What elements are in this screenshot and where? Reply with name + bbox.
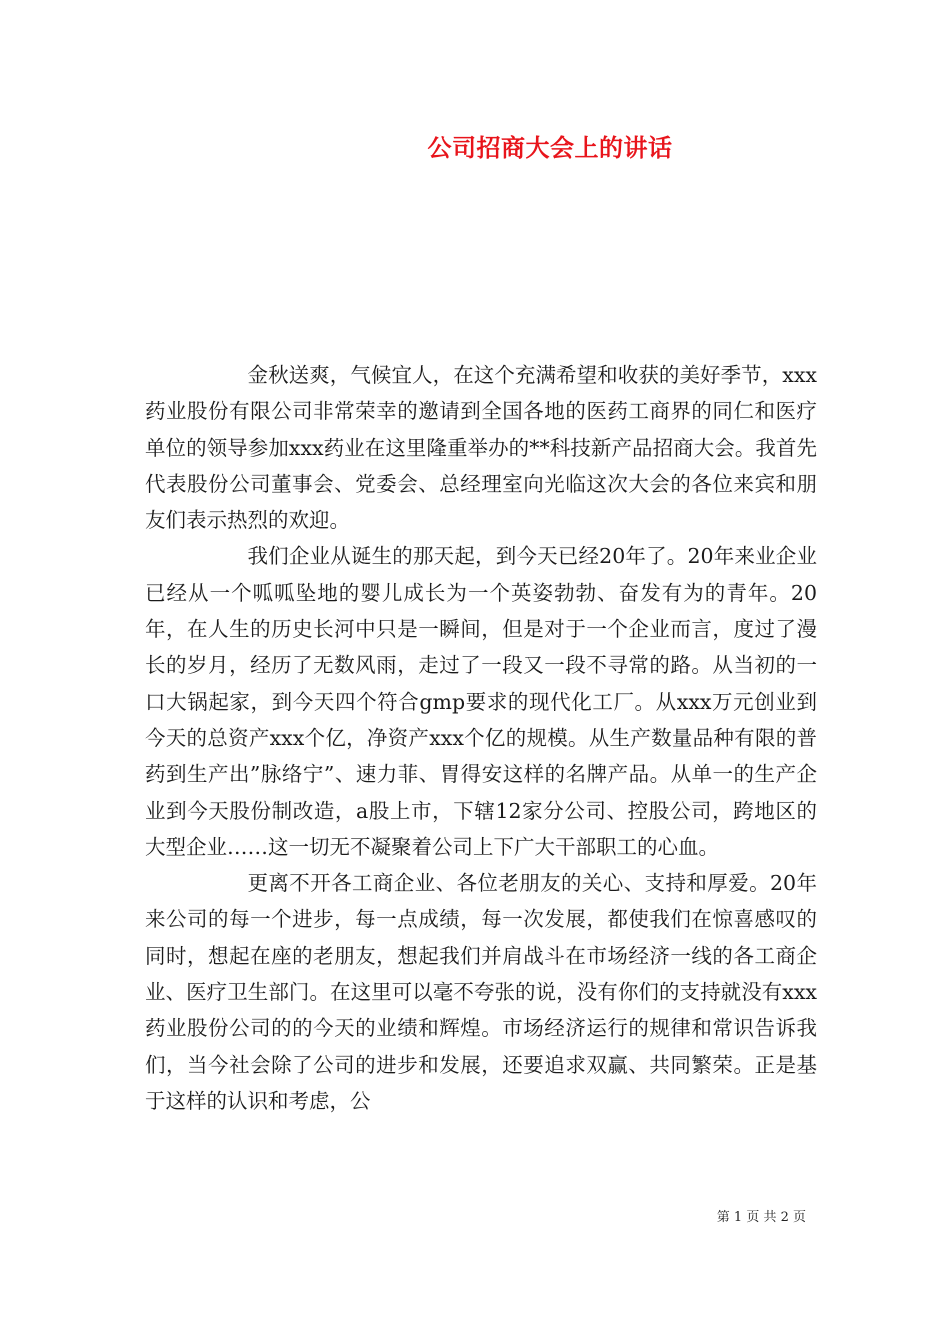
- paragraph-welcome: 金秋送爽，气候宜人，在这个充满希望和收获的美好季节，xxx药业股份有限公司非常荣幸的邀请到全国各地的医药工商界的同仁和医疗单位的领导参加xxx药业在这里隆重举办的**科技新产品招商大会。我首先代表股份公司董事会、党委会、总经理室向光临这次大会的各位来宾和朋友们表示热烈的欢迎。: [145, 363, 817, 533]
- document-body: [145, 357, 817, 1119]
- page-number-footer: 第 1 页 共 2 页: [716, 1210, 806, 1225]
- paragraph-history: 我们企业从诞生的那天起，到今天已经20年了。20年来业企业已经从一个呱呱坠地的婴儿成长为一个英姿勃勃、奋发有为的青年。20年，在人生的历史长河中只是一瞬间，但是对于一个企业而言，度过了漫长的岁月，经历了无数风雨，走过了一段又一段不寻常的路。从当初的一口大锅起家，到今天四个符合gmp要求的现代化工厂。从xxx万元创业到今天的总资产xxx个亿，净资产xxx个亿的规模。从生产数量品种有限的普药到生产出”脉络宁”、速力菲、胃得安这样的名牌产品。从单一的生产企业到今天股份制改造，a股上市，下辖12家分公司、控股公司，跨地区的大型企业……这一切无不凝聚着公司上下广大干部职工的心血。: [145, 544, 817, 859]
- paragraph-thanks: 更离不开各工商企业、各位老朋友的关心、支持和厚爱。20年来公司的每一个进步，每一点成绩，每一次发展，都使我们在惊喜感叹的同时，想起在座的老朋友，想起我们并肩战斗在市场经济一线的各工商企业、医疗卫生部门。在这里可以毫不夸张的说，没有你们的支持就没有xxx药业股份公司的的今天的业绩和辉煌。市场经济运行的规律和常识告诉我们，当今社会除了公司的进步和发展，还要追求双赢、共同繁荣。正是基于这样的认识和考虑，公: [145, 871, 817, 1113]
- document-title: 公司招商大会上的讲话: [427, 133, 673, 162]
